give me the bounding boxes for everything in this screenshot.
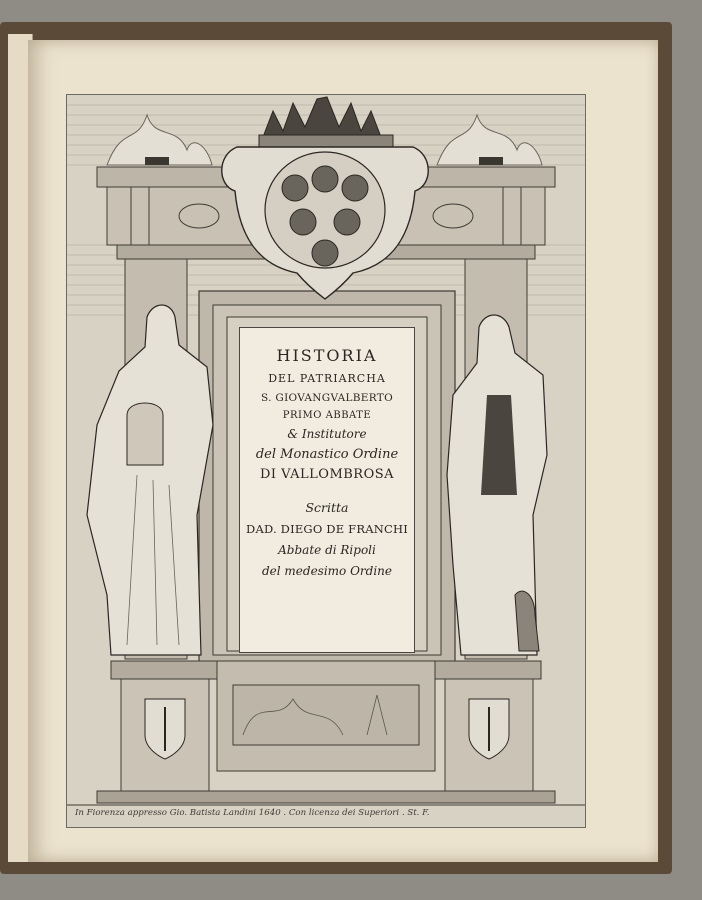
shield-icon: [145, 699, 185, 759]
title-line-7: DI VALLOMBROSA: [259, 467, 395, 482]
author-line-3: Abbate di Ripoli: [278, 543, 376, 557]
title-line-3: S. GIOVANGVALBERTO: [260, 392, 394, 404]
title-line-5: & Institutore: [287, 427, 367, 441]
engraved-frontispiece: [66, 94, 586, 828]
title-tablet: [239, 327, 415, 653]
crown-icon: [259, 97, 393, 147]
title-line-1: HISTORIA: [276, 346, 378, 365]
title-line-4: PRIMO ABBATE: [282, 410, 372, 421]
author-line-2: DAD. DIEGO DE FRANCHI: [246, 522, 408, 536]
left-statue-figure: [87, 305, 213, 655]
author-line-1: Scritta: [305, 500, 349, 515]
title-line-2: DEL PATRIARCHA: [268, 372, 386, 385]
title-line-6: del Monastico Ordine: [255, 447, 399, 462]
medici-coat-of-arms-icon: [222, 147, 429, 299]
author-line-4: del medesimo Ordine: [261, 564, 393, 578]
shield-icon: [469, 699, 509, 759]
right-statue-figure: [447, 315, 547, 655]
flaming-brazier-icon: [107, 115, 212, 165]
imprint-line: In Fiorenza appresso Gio. Batista Landini 1640 . Con licenza dei Superiori . St. F.: [75, 808, 430, 818]
flaming-brazier-icon: [437, 115, 542, 165]
